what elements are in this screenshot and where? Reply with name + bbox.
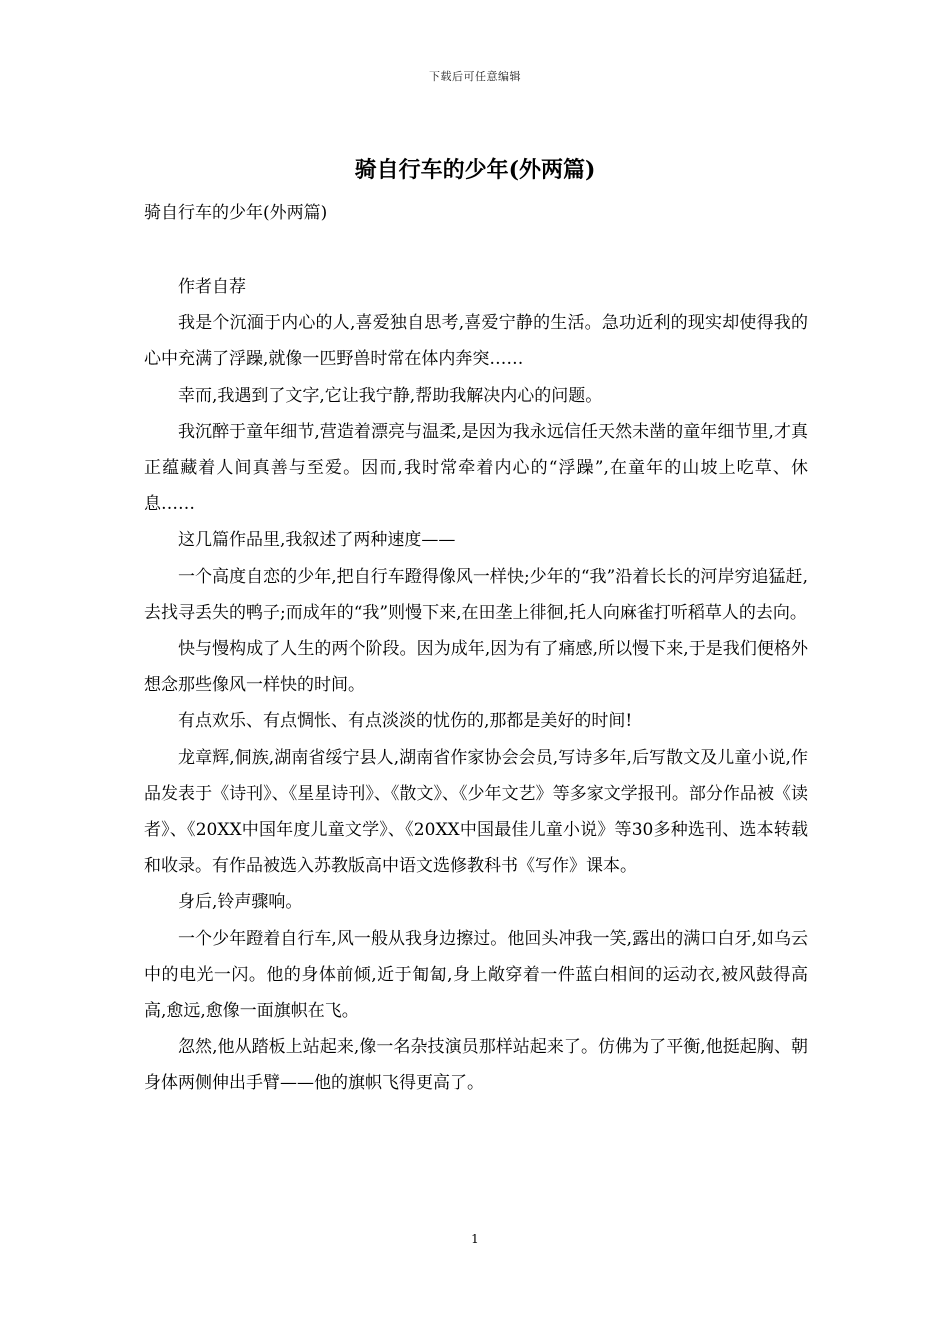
document-subtitle: 骑自行车的少年(外两篇) xyxy=(144,203,328,223)
paragraph: 有点欢乐、有点惆怅、有点淡淡的忧伤的,那都是美好的时间! xyxy=(178,711,633,732)
paragraph: 身后,铃声骤响。 xyxy=(178,892,303,913)
paragraph: 龙章辉,侗族,湖南省绥宁县人,湖南省作家协会会员,写诗多年,后写散文及儿童小说,作品发表于《诗刊》、《星星诗刊》、《散文》、《少年文艺》等多家文学报刊。部分作品被《读者》、《20XX中国年度儿童文学》、《20XX中国最佳儿童小说》等30多种选刊、选本转载和收录。有作品被选入苏教版高中语文选修教科书《写作》课本。 xyxy=(144,747,808,877)
paragraph: 快与慢构成了人生的两个阶段。因为成年,因为有了痛感,所以慢下来,于是我们便格外想念那些像风一样快的时间。 xyxy=(144,639,808,696)
paragraph: 这几篇作品里,我叙述了两种速度—— xyxy=(178,530,456,551)
paragraph: 我沉醉于童年细节,营造着漂亮与温柔,是因为我永远信任天然未凿的童年细节里,才真正蕴藏着人间真善与至爱。因而,我时常牵着内心的“浮躁”,在童年的山坡上吃草、休息…… xyxy=(144,421,808,515)
paragraph: 一个少年蹬着自行车,风一般从我身边擦过。他回头冲我一笑,露出的满口白牙,如乌云中的电光一闪。他的身体前倾,近于匍匐,身上敞穿着一件蓝白相间的运动衣,被风鼓得高高,愈远,愈像一面旗帜在飞。 xyxy=(144,928,808,1022)
page-number: 1 xyxy=(471,1232,479,1246)
paragraph: 一个高度自恋的少年,把自行车蹬得像风一样快;少年的“我”沿着长长的河岸穷追猛赶,去找寻丢失的鸭子;而成年的“我”则慢下来,在田垄上徘徊,托人向麻雀打听稻草人的去向。 xyxy=(144,566,808,623)
paragraph: 作者自荐 xyxy=(178,277,246,297)
paragraph: 忽然,他从踏板上站起来,像一名杂技演员那样站起来了。仿佛为了平衡,他挺起胸、朝身体两侧伸出手臂——他的旗帜飞得更高了。 xyxy=(144,1037,808,1094)
document-title: 骑自行车的少年(外两篇) xyxy=(354,157,596,183)
header-note: 下载后可任意编辑 xyxy=(429,70,521,83)
paragraph: 我是个沉湎于内心的人,喜爱独自思考,喜爱宁静的生活。急功近利的现实却使得我的心中充满了浮躁,就像一匹野兽时常在体内奔突…… xyxy=(144,313,808,370)
document-body xyxy=(144,269,808,1102)
paragraph: 幸而,我遇到了文字,它让我宁静,帮助我解决内心的问题。 xyxy=(178,385,603,406)
